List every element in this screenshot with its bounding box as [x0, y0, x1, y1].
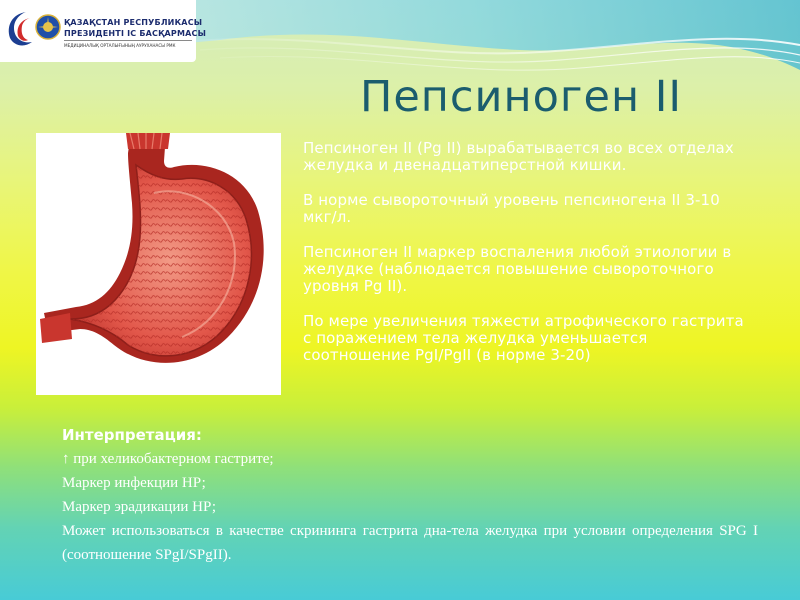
- paragraph-normal-level: В норме сывороточный уровень пепсиногена II 3-10 мкг/л.: [303, 191, 720, 226]
- state-emblem-icon: [35, 14, 61, 40]
- organization-logo: [0, 0, 207, 62]
- stomach-image: [36, 133, 281, 395]
- interpretation-heading: Интерпретация:: [62, 426, 202, 444]
- logo-divider: [64, 40, 192, 41]
- paragraph-inflammation-marker: Пепсиноген II маркер воспаления любой этиологии в желудке (наблюдается повышение сывороточного уровня Pg II).: [303, 243, 732, 295]
- logo-swoosh-icon: [4, 8, 34, 48]
- logo-text-line2: ПРЕЗИДЕНТІ ІС БАСҚАРМАСЫ: [64, 29, 207, 38]
- paragraph-atrophic-gastritis: По мере увеличения тяжести атрофического гастрита с поражением тела желудка уменьшается соотношение PgI/PgII (в норме 3-20): [303, 312, 744, 364]
- interpretation-line-infection-marker: Маркер инфекции НР;: [62, 475, 206, 491]
- paragraph-pg2-production: Пепсиноген II (Pg II) вырабатывается во всех отделах желудка и двенадцатиперстной кишки.: [303, 139, 734, 174]
- stomach-illustration: [36, 133, 281, 395]
- description-text: [303, 140, 753, 382]
- interpretation-line-screening: Может использоваться в качестве скрининга гастрита дна-тела желудка при условии определения SPG I (соотношение SPgI/SPgII).: [62, 523, 758, 563]
- logo-text-line1: ҚАЗАҚСТАН РЕСПУБЛИКАСЫ: [64, 18, 203, 27]
- logo-text-line3: МЕДИЦИНАЛЫҚ ОРТАЛЫҒЫНЫҢ АУРУХАНАСЫ РМК: [64, 43, 176, 48]
- interpretation-line-eradication-marker: Маркер эрадикации НР;: [62, 499, 217, 515]
- interpretation-line-hp-gastritis: ↑ при хеликобактерном гастрите;: [62, 451, 274, 467]
- slide-title: Пепсиноген II: [360, 72, 683, 122]
